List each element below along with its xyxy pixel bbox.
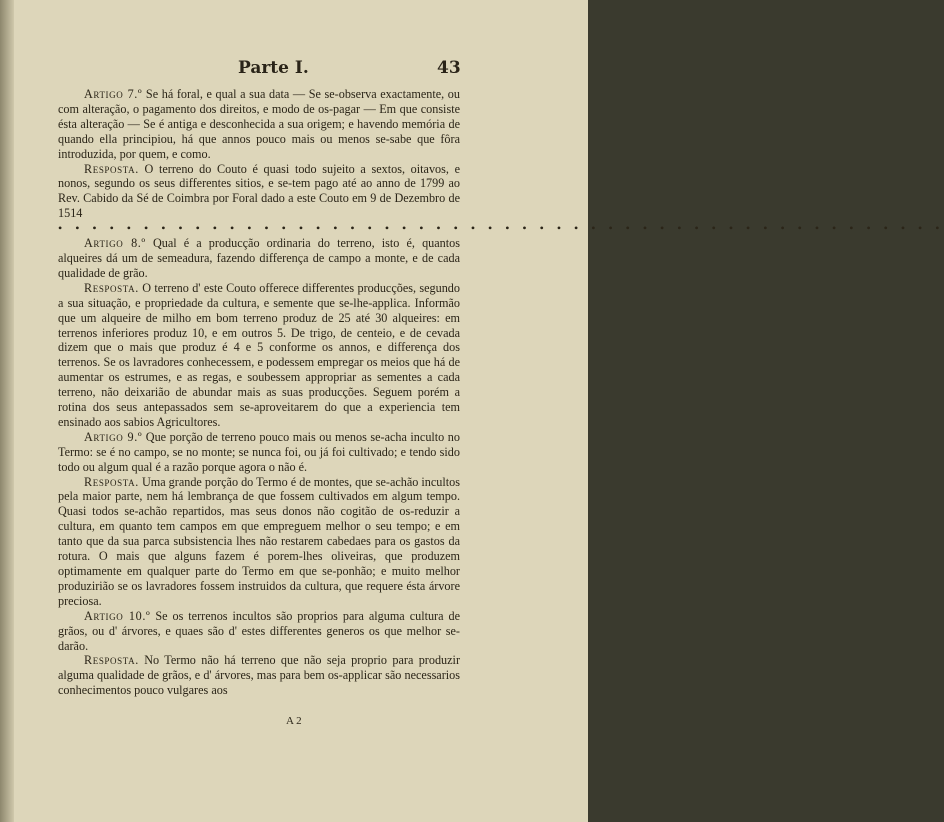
paragraph-text: Se há foral, e qual a sua data — Se se-observa exactamente, ou com alteração, o pagamento dos direitos, e modo de os-pagar — Em que consiste ésta alteração — Se é antiga e desconhecida a sua origem; e havendo memória de quando ella principiou, há que annos pouco mais ou menos se-sabe que fôra introduzida, por quem, e como. (58, 87, 460, 161)
paragraph-text: Qual é a producção ordinaria do terreno, isto é, quantos alqueires dá um de semeadura, fazendo differença de campo a monte, e de cada qualidade de grão. (58, 236, 461, 280)
paragraph-resposta-8 (58, 281, 460, 430)
paragraph-artigo-8 (58, 236, 460, 281)
paragraph-text: O terreno d' este Couto offerece differentes producções, segundo a sua situação, e propriedade da cultura, e semente que se-lhe-applica. Informão que um alqueire de milho em bom terreno produz de 25 até 30 alqueires: em terrenos inferiores produz 10, e em outros 5. De trigo, de centeio, e de cevada dizem que o mais que produz é 4 e 5 conforme os annos, e differença dos terrenos. Se os lavradores conhecessem, e podessem empregar os meios que há de aumentar os estrumes, e as regas, e soubessem appropriar as sementes a cada terreno, não deixarião de abundar mais as suas producções. Seguem porém a rotina dos seus antepassados sem se-aproveitarem do que a experiencia tem ensinado aos sabios Agricultores. (58, 280, 460, 429)
paragraph-label: Resposta. (84, 280, 139, 295)
paragraph-text: No Termo não há terreno que não seja proprio para produzir alguma qualidade de grãos, e d' árvores, mas para bem os-applicar são necessarios conhecimentos pouco vulgares aos (58, 653, 460, 698)
page-number: 43 (437, 58, 461, 78)
paragraph-label: Artigo 8.º (84, 236, 146, 251)
paragraph-text: Uma grande porção do Termo é de montes, que se-achão incultos pela maior parte, nem há lembrança de que fossem cultivados em algum tempo. Quasi todos se-achão repartidos, mas seus donos não cogitão de os-reduzir a cultura, em quanto tem campos em que empreguem melhor o seu tempo; e em tanto que da sua parca subsistencia lhes não restarem cabedaes para os gastos da rotura. O mais que alguns fazem é porem-lhes oliveiras, que produzem optimamente em qualquer parte do Termo em que se-ponhão; e muito melhor produzirião se os lavradores fossem instruidos da cultura, que requere ésta árvore preciosa. (58, 474, 461, 608)
paragraph-label: Resposta. (84, 653, 139, 668)
paragraph-text: Se os terrenos incultos são proprios para alguma cultura de grãos, ou d' árvores, e quaes são d' estes differentes generos os que melhor se-darão. (58, 608, 461, 653)
paragraph-resposta-10 (58, 653, 460, 698)
paragraph-label: Artigo 9.º (84, 429, 143, 444)
paragraph-text: O terreno do Couto é quasi todo sujeito a sextos, oitavos, e nonos, segundo os seus differentes sitios, e se-tem pago até ao anno de 1799 ao Rev. Cabido da Sé de Coimbra por Foral dado a este Couto em 9 de Dezembro de 1514 (58, 161, 461, 221)
paragraph-label: Artigo 7.º (84, 87, 143, 101)
paragraph-artigo-9 (58, 430, 460, 475)
body-text (58, 87, 944, 698)
page-header (0, 58, 588, 82)
binding-gutter (0, 0, 14, 822)
paragraph-label: Resposta. (84, 474, 139, 489)
paragraph-label: Resposta. (84, 161, 139, 176)
paragraph-resposta-9 (58, 475, 460, 609)
paragraph-label: Artigo 10.º (84, 608, 151, 623)
running-head: Parte I. (238, 58, 309, 78)
paragraph-artigo-7 (58, 87, 460, 162)
paragraph-text: Que porção de terreno pouco mais ou menos se-acha inculto no Termo: se é no campo, se no monte; se nunca foi, ou já foi cultivado; e tendo sido todo ou algum qual é a razão porque agora o não é. (58, 429, 460, 474)
paragraph-resposta-7 (58, 162, 460, 222)
signature-mark: A 2 (286, 715, 302, 727)
dotted-divider: • • • • • • • • • • • • • • • • • • • • • • • • • • • • • • • • • • • • • • • • • • • • • • • • • • • • (58, 221, 944, 236)
paragraph-artigo-10 (58, 609, 460, 654)
